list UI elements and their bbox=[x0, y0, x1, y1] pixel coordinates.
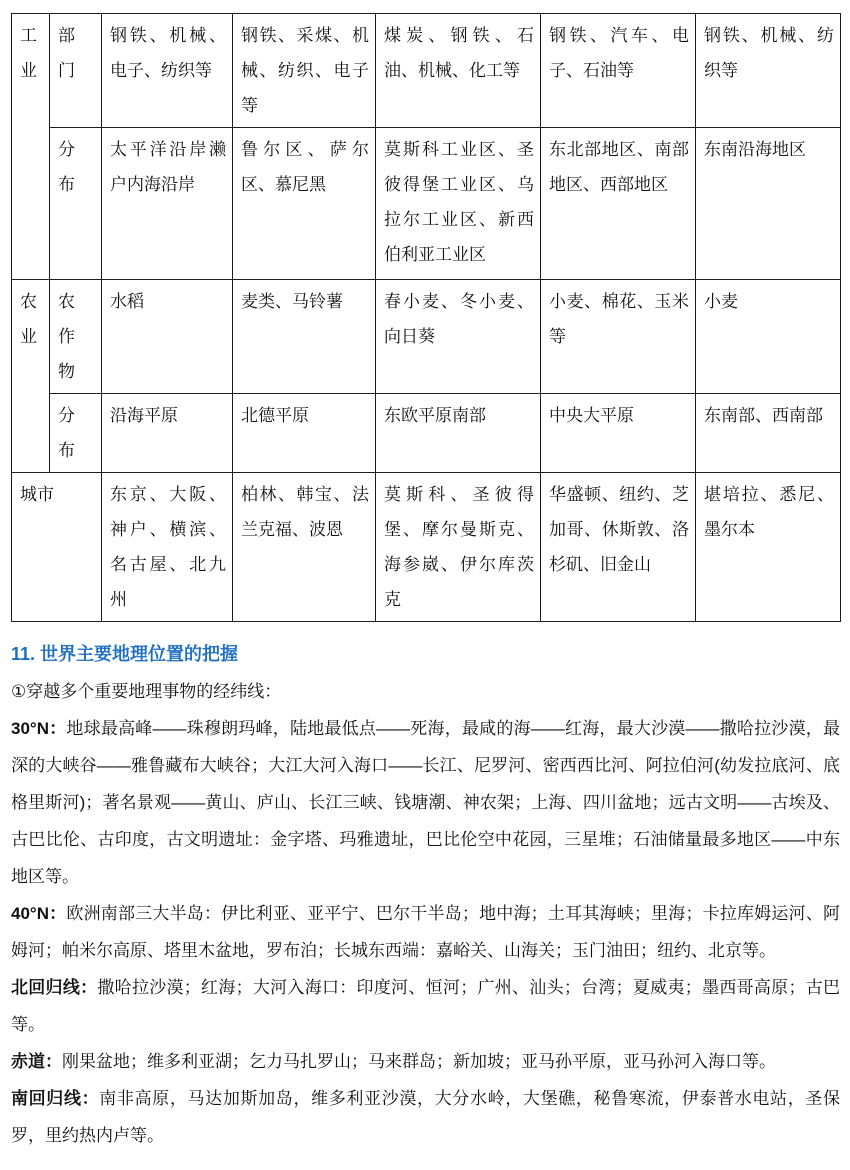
paragraph-lead: 南回归线： bbox=[11, 1089, 100, 1108]
row-sublabel-crops bbox=[50, 280, 102, 394]
cell-agriculture-crops-russia: 春小麦、冬小麦、向日葵 bbox=[376, 280, 541, 394]
cell-industry-sectors-russia: 煤炭、钢铁、石油、机械、化工等 bbox=[376, 14, 541, 128]
row-group-label-industry bbox=[12, 14, 50, 280]
cell-cities-russia: 莫斯科、圣彼得堡、摩尔曼斯克、海参崴、伊尔库茨克 bbox=[376, 473, 541, 622]
paragraph-text: 地球最高峰——珠穆朗玛峰，陆地最低点——死海，最咸的海——红海，最大沙漠——撒哈拉沙漠，最深的大峡谷——雅鲁藏布大峡谷；大江大河入海口——长江、尼罗河、密西西比河、阿拉伯河(幼发拉底河、底格里斯河)；著名景观——黄山、庐山、长江三峡、钱塘潮、神农架；上海、四川盆地；远古文明——古埃及、古巴比伦、古印度，古文明遗址：金字塔、玛雅遗址，巴比伦空中花园，三星堆；石油储量最多地区——中东地区等。 bbox=[11, 719, 841, 886]
cell-industry-distribution-usa: 东北部地区、南部地区、西部地区 bbox=[541, 128, 696, 280]
cell-agriculture-distribution-australia: 东南部、西南部 bbox=[696, 394, 841, 473]
cell-cities-japan: 东京、大阪、神户、横滨、名古屋、北九州 bbox=[102, 473, 233, 622]
paragraph-text: 刚果盆地；维多利亚湖；乞力马扎罗山；马来群岛；新加坡；亚马孙平原，亚马孙河入海口等。 bbox=[62, 1052, 776, 1071]
table-row bbox=[12, 128, 841, 280]
paragraph-text: 欧洲南部三大半岛：伊比利亚、亚平宁、巴尔干半岛；地中海；土耳其海峡；里海；卡拉库姆运河、阿姆河；帕米尔高原、塔里木盆地，罗布泊；长城东西端：嘉峪关、山海关；玉门油田；纽约、北京等。 bbox=[11, 904, 841, 960]
country-comparison-table bbox=[11, 13, 841, 622]
row-sublabel-text: 部门 bbox=[58, 26, 75, 80]
cell-agriculture-distribution-japan: 沿海平原 bbox=[102, 394, 233, 473]
section-heading: 11. 世界主要地理位置的把握 bbox=[11, 644, 239, 664]
row-sublabel-sectors bbox=[50, 14, 102, 128]
cell-industry-sectors-germany: 钢铁、采煤、机械、纺织、电子等 bbox=[233, 14, 376, 128]
paragraph-text: 撒哈拉沙漠；红海；大河入海口：印度河、恒河；广州、汕头；台湾；夏威夷；墨西哥高原；古巴等。 bbox=[11, 978, 841, 1034]
paragraph-text: 南非高原，马达加斯加岛，维多利亚沙漠，大分水岭，大堡礁，秘鲁寒流，伊泰普水电站，圣保罗，里约热内卢等。 bbox=[11, 1089, 841, 1145]
row-group-label-text: 农业 bbox=[20, 292, 37, 346]
cell-industry-distribution-japan: 太平洋沿岸濑户内海沿岸 bbox=[102, 128, 233, 280]
cell-industry-distribution-germany: 鲁尔区、萨尔区、慕尼黑 bbox=[233, 128, 376, 280]
cell-industry-distribution-russia: 莫斯科工业区、圣彼得堡工业区、乌拉尔工业区、新西伯利亚工业区 bbox=[376, 128, 541, 280]
cell-agriculture-crops-australia: 小麦 bbox=[696, 280, 841, 394]
row-group-label-text: 工业 bbox=[20, 26, 37, 80]
paragraph-30n bbox=[11, 710, 840, 895]
section-11 bbox=[11, 636, 840, 1154]
row-sublabel-text: 分布 bbox=[58, 140, 75, 194]
table-row bbox=[12, 473, 841, 622]
row-sublabel-distribution bbox=[50, 128, 102, 280]
cell-industry-sectors-japan: 钢铁、机械、电子、纺织等 bbox=[102, 14, 233, 128]
cell-agriculture-distribution-russia: 东欧平原南部 bbox=[376, 394, 541, 473]
paragraph-tropic-of-capricorn bbox=[11, 1080, 840, 1154]
cell-agriculture-crops-germany: 麦类、马铃薯 bbox=[233, 280, 376, 394]
paragraph-lead: 北回归线： bbox=[11, 978, 98, 997]
cell-agriculture-distribution-usa: 中央大平原 bbox=[541, 394, 696, 473]
row-group-label-agriculture bbox=[12, 280, 50, 473]
paragraph-lead: 赤道： bbox=[11, 1052, 62, 1071]
paragraph-tropic-of-cancer bbox=[11, 969, 840, 1043]
cell-industry-sectors-australia: 钢铁、机械、纺织等 bbox=[696, 14, 841, 128]
paragraph-equator bbox=[11, 1043, 840, 1080]
cell-cities-australia: 堪培拉、悉尼、墨尔本 bbox=[696, 473, 841, 622]
cell-agriculture-distribution-germany: 北德平原 bbox=[233, 394, 376, 473]
table-row bbox=[12, 280, 841, 394]
cell-cities-germany: 柏林、韩宝、法兰克福、波恩 bbox=[233, 473, 376, 622]
table-row bbox=[12, 14, 841, 128]
row-sublabel-distribution bbox=[50, 394, 102, 473]
row-sublabel-text: 农作物 bbox=[58, 292, 75, 381]
table-row bbox=[12, 394, 841, 473]
cell-cities-usa: 华盛顿、纽约、芝加哥、休斯敦、洛杉矶、旧金山 bbox=[541, 473, 696, 622]
cell-agriculture-crops-japan: 水稻 bbox=[102, 280, 233, 394]
cell-agriculture-crops-usa: 小麦、棉花、玉米等 bbox=[541, 280, 696, 394]
row-group-label-cities: 城市 bbox=[12, 473, 102, 622]
cell-industry-sectors-usa: 钢铁、汽车、电子、石油等 bbox=[541, 14, 696, 128]
section-intro: ①穿越多个重要地理事物的经纬线： bbox=[11, 682, 282, 701]
paragraph-40n bbox=[11, 895, 840, 969]
paragraph-lead: 30°N： bbox=[11, 719, 67, 738]
paragraph-lead: 40°N： bbox=[11, 904, 67, 923]
cell-industry-distribution-australia: 东南沿海地区 bbox=[696, 128, 841, 280]
row-sublabel-text: 分布 bbox=[58, 406, 75, 460]
